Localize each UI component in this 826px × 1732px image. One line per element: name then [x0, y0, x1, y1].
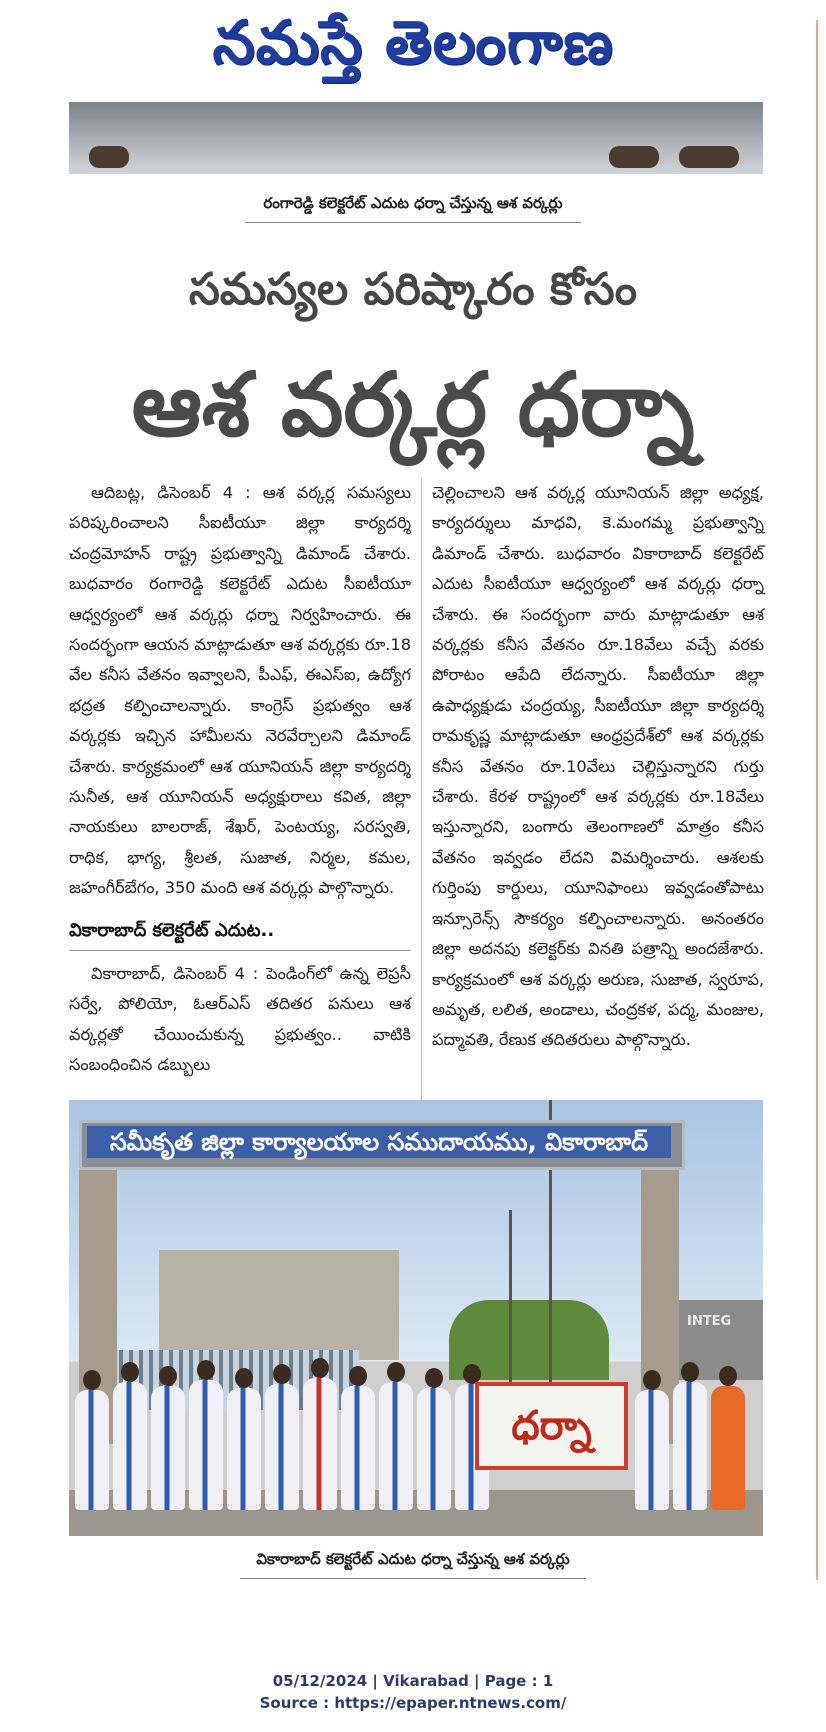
photo-crowd [69, 1330, 763, 1510]
photo-person [227, 1388, 261, 1510]
caption-rule [245, 222, 581, 223]
bottom-photo [69, 1100, 763, 1536]
photo-person [635, 1390, 669, 1510]
photo-detail [89, 146, 129, 168]
photo-person [417, 1388, 451, 1510]
top-photo-caption: రంగారెడ్డి కలెక్టరేట్ ఎదుట ధర్నా చేస్తున్న ఆశ వర్కర్లు [263, 194, 563, 212]
photo-person [379, 1382, 413, 1510]
gate-banner-text: సమీకృత జిల్లా కార్యాలయాల సముదాయము, వికారాబాద్ [87, 1126, 671, 1158]
headline-kicker: సమస్యల పరిష్కారం కోసం [188, 264, 638, 315]
photo-detail [679, 146, 739, 168]
column-divider [421, 478, 422, 1100]
article-paragraph: ఆదిబట్ల, డిసెంబర్ 4 : ఆశ వర్కర్ల సమస్యలు పరిష్కరించాలని సీఐటీయూ జిల్లా కార్యదర్శి చంద్రమోహన్ రాష్ట్ర ప్రభుత్వాన్ని డిమాండ్ చేశారు. బుధవారం రంగారెడ్డి కలెక్టరేట్ ఎదుట సీఐటీయూ ఆధ్వర్యంలో ఆశ వర్కర్లు ధర్నా నిర్వహించారు. ఈ సందర్భంగా ఆయన మాట్లాడుతూ ఆశ వర్కర్లకు రూ.18 వేల కనీస వేతనం ఇవ్వాలని, పీఎఫ్, ఈఎస్ఐ, ఉద్యోగ భద్రత కల్పించాలన్నారు. కాంగ్రెస్ ప్రభుత్వం ఆశ వర్కర్లకు ఇచ్చిన హామీలను నెరవేర్చాలని డిమాండ్ చేశారు. కార్యక్రమంలో ఆశ యూనియన్ జిల్లా కార్యదర్శి సునీత, ఆశ యూనియన్ అధ్యక్షురాలు కవిత, జిల్లా నాయకులు బాలరాజ్, శేఖర్, పెంటయ్య, సరస్వతి, రాధిక, భాగ్య, శ్రీలత, సుజాత, నిర్మల, కమల, జహంగీర్‌బేగం, 350 మంది ఆశ వర్కర్లు పాల్గొన్నారు. [69, 483, 411, 898]
photo-person [265, 1384, 299, 1510]
photo-person [711, 1386, 745, 1510]
protest-banner: ధర్నా [475, 1382, 628, 1470]
article-column-right [432, 478, 764, 1056]
photo-person [75, 1390, 109, 1510]
page-edge-line [816, 20, 818, 1580]
footer-source: Source : https://epaper.ntnews.com/ [259, 1694, 567, 1712]
photo-person [341, 1386, 375, 1510]
newspaper-logo: నమస్తే తెలంగాణ [212, 8, 614, 78]
article-column-left [69, 478, 411, 1080]
photo-side-sign: INTEG [687, 1314, 732, 1329]
photo-detail [609, 146, 659, 168]
top-photo [69, 102, 763, 174]
photo-person [113, 1382, 147, 1510]
photo-person [673, 1382, 707, 1510]
article-subhead: వికారాబాద్ కలెక్టరేట్ ఎదుట.. [69, 918, 411, 951]
bottom-photo-caption: వికారాబాద్ కలెక్టరేట్ ఎదుట ధర్నా చేస్తున్న ఆశ వర్కర్లు [256, 1550, 570, 1568]
photo-person [151, 1386, 185, 1510]
headline-main: ఆశ వర్కర్ల ధర్నా [131, 353, 695, 456]
masthead [0, 0, 826, 92]
footer-date-edition: 05/12/2024 | Vikarabad | Page : 1 [272, 1672, 554, 1690]
caption-rule [240, 1578, 586, 1579]
article-paragraph: చెల్లించాలని ఆశ వర్కర్ల యూనియన్ జిల్లా అధ్యక్ష, కార్యదర్శులు మాధవి, కె.మంగమ్మ ప్రభుత్వాన్ని డిమాండ్ చేశారు. బుధవారం వికారాబాద్ కలెక్టరేట్ ఎదుట సీఐటీయూ ఆధ్వర్యంలో ఆశ వర్కర్లు ధర్నా చేశారు. ఈ సందర్భంగా వారు మాట్లాడుతూ ఆశ వర్కర్లకు కనీస వేతనం రూ.18వేలు వచ్చే వరకు పోరాటం ఆపేది లేదన్నారు. సీఐటీయూ జిల్లా ఉపాధ్యక్షుడు చంద్రయ్య, సీఐటీయూ జిల్లా కార్యదర్శి రామకృష్ణ మాట్లాడుతూ ఆంధ్రప్రదేశ్‌లో ఆశ వర్కర్లకు కనీస వేతనం రూ.10వేలు చెల్లిస్తున్నారని గుర్తు చేశారు. కేరళ రాష్ట్రంలో ఆశ వర్కర్లకు రూ.18వేలు ఇస్తున్నారని, బంగారు తెలంగాణలో మాత్రం కనీస వేతనం ఇవ్వడం లేదని విమర్శించారు. ఆశలకు గుర్తింపు కార్డులు, యూనిఫాంలు ఇవ్వడంతోపాటు ఇన్సూరెన్స్ సౌకర్యం కల్పించాలన్నారు. అనంతరం జిల్లా అదనపు కలెక్టర్‌కు వినతి పత్రాన్ని అందజేశారు. కార్యక్రమంలో ఆశ వర్కర్లు అరుణ, సుజాత, స్వరూప, అమృత, లలిత, అండాలు, చంద్రకళ, పద్మ, మంజుల, పద్మావతి, రేణుక తదితరులు పాల్గొన్నారు. [432, 483, 764, 1050]
photo-person [303, 1378, 337, 1510]
photo-person [189, 1380, 223, 1510]
article-paragraph: వికారాబాద్, డిసెంబర్ 4 : పెండింగ్‌లో ఉన్న లెప్రసీ సర్వే, పోలియో, ఓఆర్ఎస్ తదితర పనులు ఆశ వర్కర్లతో చేయించుకున్న ప్రభుత్వం.. వాటికి సంబంధించిన డబ్బులు [69, 963, 411, 1074]
